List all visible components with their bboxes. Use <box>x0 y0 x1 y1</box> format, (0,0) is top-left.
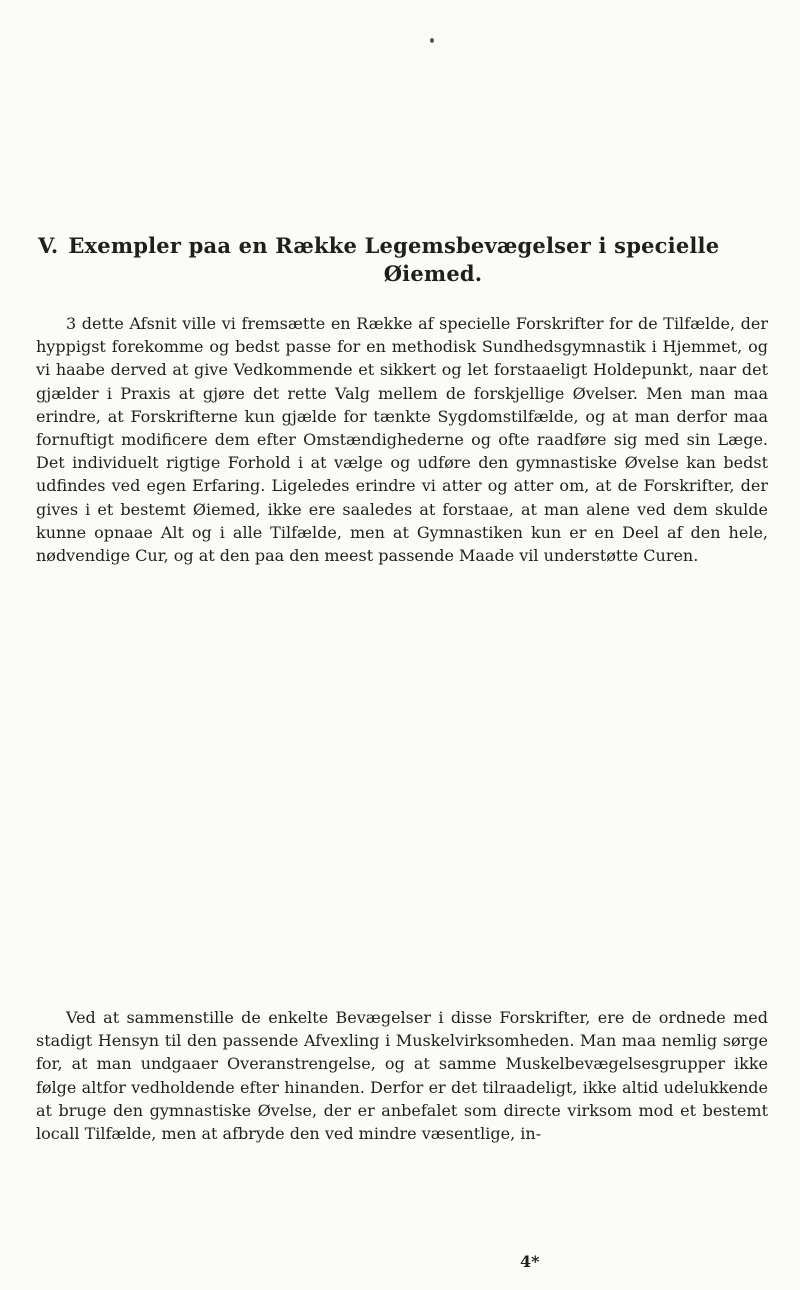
section-number: V. <box>38 233 59 258</box>
section-title-line1: Exempler paa en Række Legemsbevægelser i specielle <box>68 233 720 258</box>
section-title-line2: Øiemed. <box>383 261 483 286</box>
ink-speck <box>430 38 434 43</box>
paragraph-2: Ved at sammenstille de enkelte Bevægelser i disse Forskrifter, ere de ordnede med stadigt Hensyn til den passende Afvexling i Muskelvirksomheden. Man maa nemlig sørge for, at man undgaaer Overanstrengelse, og at samme Muskelbevægelsesgrupper ikke følge altfor vedholdende efter hinanden. Derfor er det tilraadeligt, ikke altid udelukkende at bruge den gymnastiske Øvelse, der er anbefalet som directe virksom mod et bestemt locall Tilfælde, men at afbryde den ved mindre væsentlige, in- <box>36 1008 768 1144</box>
signature-mark: 4* <box>520 1252 540 1271</box>
section-heading <box>38 232 768 288</box>
paragraph-1: 3 dette Afsnit ville vi fremsætte en Række af specielle Forskrifter for de Tilfælde, der hyppigst forekomme og bedst passe for en methodisk Sundhedsgymnastik i Hjemmet, og vi haabe derved at give Vedkommende et sikkert og let forstaaeligt Holdepunkt, naar det gjælder i Praxis at gjøre det rette Valg mellem de forskjellige Øvelser. Men man maa erindre, at Forskrifterne kun gjælde for tænkte Sygdomstilfælde, og at man derfor maa fornuftigt modificere dem efter Omstændighederne og ofte raadføre sig med sin Læge. Det individuelt rigtige Forhold i at vælge og udføre den gymnastiske Øvelse kan bedst udfindes ved egen Erfaring. Ligeledes erindre vi atter og atter om, at de Forskrifter, der gives i et bestemt Øiemed, ikke ere saaledes at forstaae, at man alene ved dem skulde kunne opnaae Alt og i alle Tilfælde, men at Gymnastiken kun er en Deel af den hele, nødvendige Cur, og at den paa den meest passende Maade vil understøtte Curen. <box>36 314 768 566</box>
